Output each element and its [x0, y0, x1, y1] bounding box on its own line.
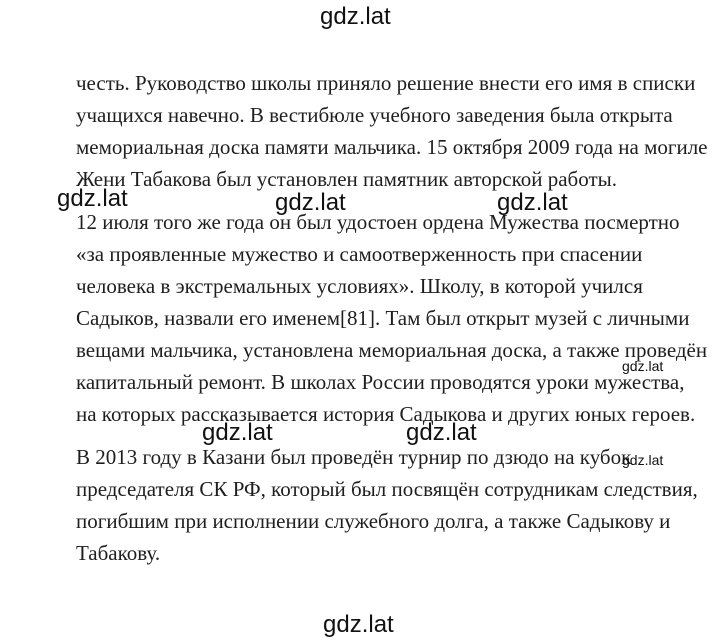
text-line: на которых рассказывается история Садыкова и других юных героев. [76, 402, 696, 426]
watermark: gdz.lat [320, 3, 391, 30]
text-line: человека в экстремальных условиях». Школу, в которой учился [76, 274, 643, 298]
paragraph-1 [76, 67, 708, 195]
text-line: Табакову. [76, 541, 161, 565]
text-line: В 2013 году в Казани был проведён турнир по дзюдо на кубок [76, 445, 632, 469]
watermark: gdz.lat [57, 185, 128, 212]
watermark: gdz.lat [622, 358, 664, 374]
watermark: gdz.lat [202, 419, 273, 446]
watermark: gdz.lat [275, 189, 346, 216]
text-line: 12 июля того же года он был удостоен ордена Мужества посмертно [76, 210, 680, 234]
watermark: gdz.lat [497, 189, 568, 216]
text-line: капитальный ремонт. В школах России проводятся уроки мужества, [76, 370, 685, 394]
paragraph-3 [76, 441, 698, 569]
text-line: «за проявленные мужество и самоотверженность при спасении [76, 242, 643, 266]
text-line: вещами мальчика, установлена мемориальная доска, а также проведён [76, 338, 708, 362]
watermark: gdz.lat [406, 419, 477, 446]
watermark: gdz.lat [622, 452, 664, 468]
watermark: gdz.lat [323, 611, 394, 638]
text-line: председателя СК РФ, который был посвящён сотрудникам следствия, [76, 477, 698, 501]
text-line: мемориальная доска памяти мальчика. 15 октября 2009 года на могиле [76, 135, 708, 159]
text-line: погибшим при исполнении служебного долга, а также Садыкову и [76, 509, 671, 533]
paragraph-2 [76, 206, 708, 430]
text-line: учащихся навечно. В вестибюле учебного заведения была открыта [76, 103, 673, 127]
text-line: честь. Руководство школы приняло решение внести его имя в списки [76, 71, 696, 95]
text-line: Садыков, назвали его именем[81]. Там был открыт музей с личными [76, 306, 690, 330]
text-line: Жени Табакова был установлен памятник авторской работы. [76, 167, 617, 191]
